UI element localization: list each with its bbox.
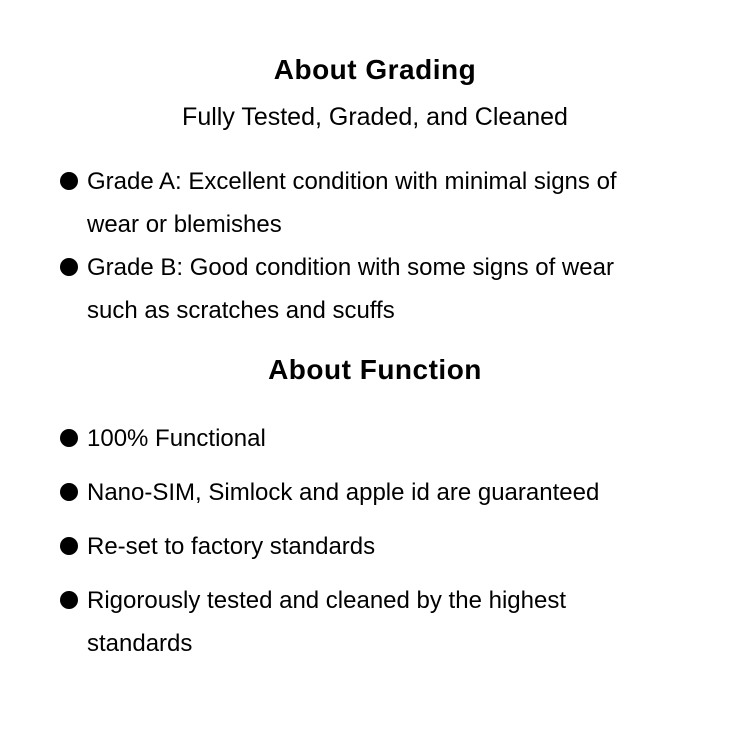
list-item <box>60 579 690 665</box>
bullet-icon <box>60 429 78 447</box>
bullet-icon <box>60 483 78 501</box>
list-item-text: Grade A: Excellent condition with minimal signs of wear or blemishes <box>87 168 617 238</box>
bullet-icon <box>60 258 78 276</box>
list-item <box>60 160 690 246</box>
function-section-title: About Function <box>268 354 482 385</box>
list-item-text: Rigorously tested and cleaned by the highest standards <box>87 587 566 657</box>
bullet-icon <box>60 172 78 190</box>
list-item-text: Grade B: Good condition with some signs of wear such as scratches and scuffs <box>87 254 614 324</box>
list-item <box>60 246 690 332</box>
list-item-text: Nano-SIM, Simlock and apple id are guaranteed <box>87 479 600 506</box>
grading-subtitle: Fully Tested, Graded, and Cleaned <box>182 103 568 131</box>
list-item <box>60 525 690 568</box>
list-item-text: 100% Functional <box>87 425 266 452</box>
bullet-icon <box>60 537 78 555</box>
list-item-text: Re-set to factory standards <box>87 533 376 560</box>
grading-section-title: About Grading <box>273 54 477 85</box>
bullet-icon <box>60 591 78 609</box>
list-item <box>60 471 690 514</box>
list-item <box>60 417 690 460</box>
grading-list <box>60 160 690 332</box>
function-list <box>60 417 690 665</box>
